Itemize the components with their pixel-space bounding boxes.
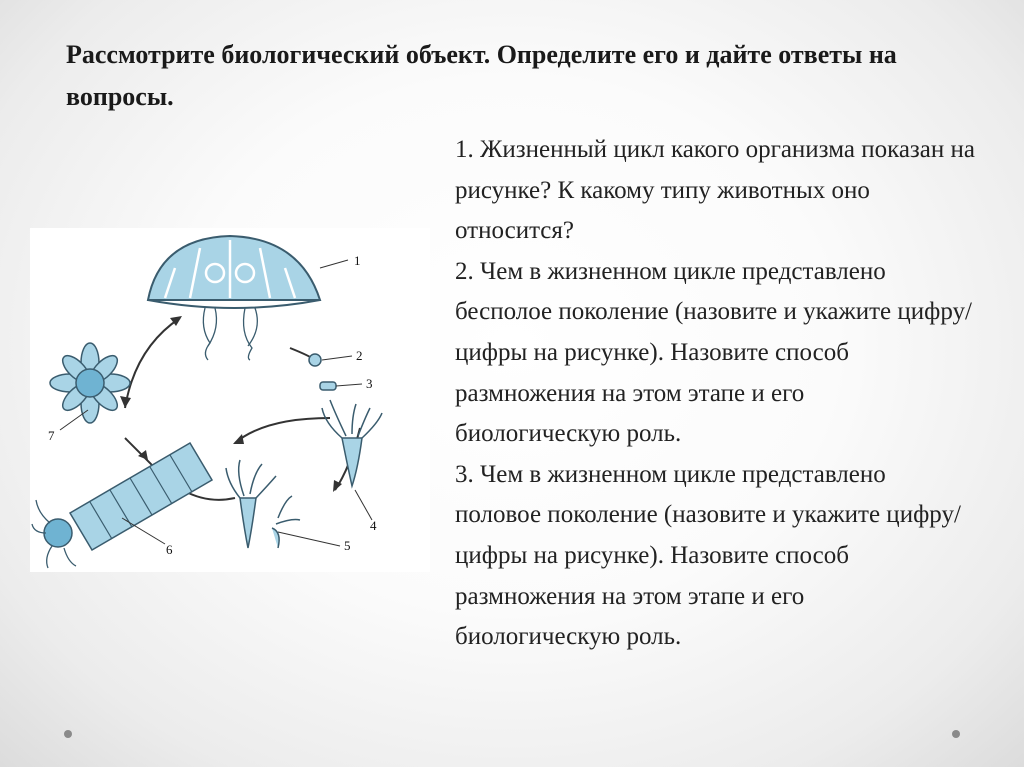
planula-egg <box>309 354 321 366</box>
question-number: 1. <box>455 136 474 163</box>
question-2 <box>455 252 975 455</box>
jellyfish-life-cycle-figure <box>30 228 430 572</box>
question-number: 3. <box>455 460 474 488</box>
medusa <box>148 236 320 360</box>
figure-label-6: 6 <box>166 542 173 557</box>
strobila <box>32 443 212 568</box>
arrow-medusa-to-ephyra <box>125 318 180 408</box>
arrow-polyp-to-strobila <box>235 418 330 443</box>
polyp <box>322 400 382 486</box>
planula <box>320 382 336 390</box>
figure-label-1: 1 <box>354 253 361 268</box>
figure-label-4: 4 <box>370 518 377 533</box>
ephyra <box>50 343 130 423</box>
slide-corner-dot-right <box>952 730 960 738</box>
question-text: Жизненный цикл какого организма показан на рисунке? К какому типу животных оно относится? <box>455 136 976 245</box>
slide-title: Рассмотрите биологический объект. Определите его и дайте ответы на вопросы. <box>66 40 897 111</box>
question-number: 2. <box>455 257 474 285</box>
figure-label-3: 3 <box>366 376 373 391</box>
life-cycle-diagram <box>30 228 430 572</box>
figure-label-2: 2 <box>356 348 363 363</box>
figure-label-7: 7 <box>48 428 55 443</box>
question-3 <box>455 455 975 658</box>
question-text: Чем в жизненном цикле представлено половое поколение (назовите и укажите цифру/цифры на рисунке). Назовите способ размножения на этом этапе и его биологическую роль. <box>455 460 961 651</box>
slide-corner-dot-left <box>64 730 72 738</box>
figure-label-5: 5 <box>344 538 351 553</box>
questions-list <box>455 130 975 658</box>
question-1 <box>455 130 975 252</box>
question-text: Чем в жизненном цикле представлено бесполое поколение (назовите и укажите цифру/цифры на рисунке). Назовите способ размножения на этом этапе и его биологическую роль. <box>455 257 972 448</box>
